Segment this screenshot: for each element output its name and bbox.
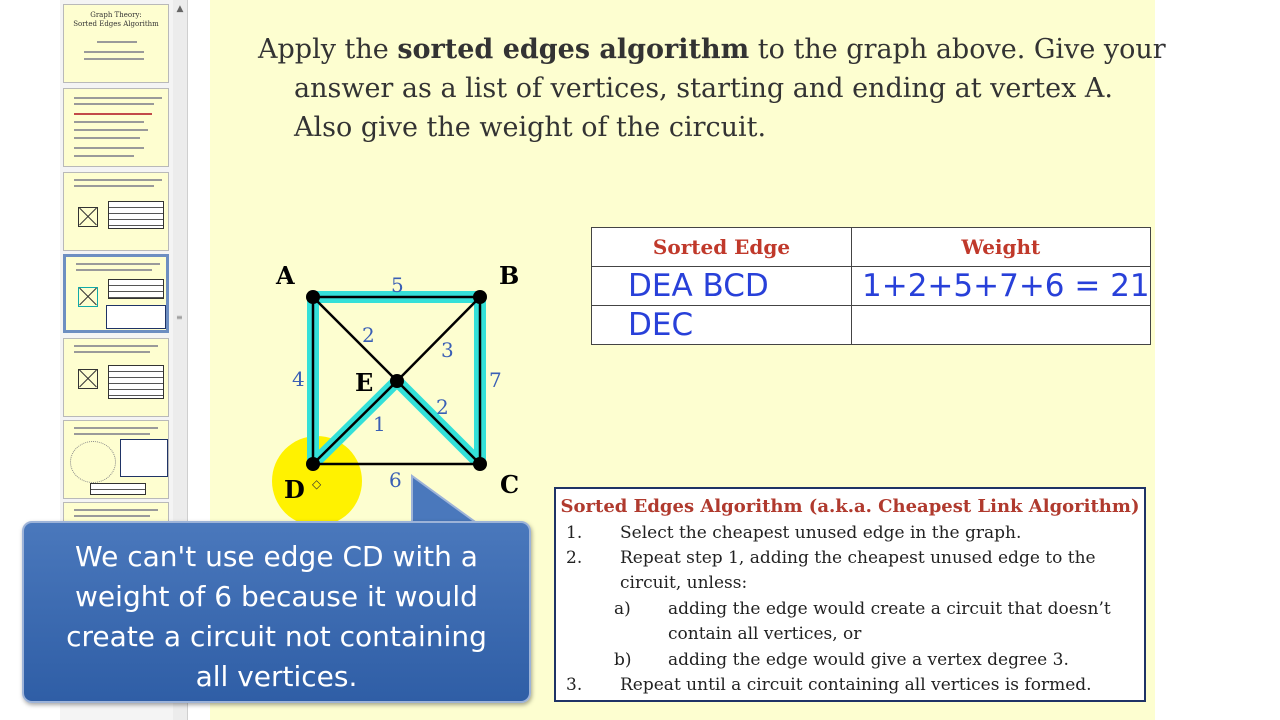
vertex-D [306,457,320,471]
mouse-cursor-icon: ◇ [312,477,322,491]
caption-line: weight of 6 because it would [75,580,478,613]
table-cell-circuit: DEC [592,306,852,345]
weight-label-DC: 6 [389,468,402,492]
weight-label-AD: 4 [292,367,305,391]
prompt-text: to the graph above. Give your [749,34,1166,65]
weight-label-DE: 1 [373,412,386,436]
vertex-label-A: A [276,261,295,290]
prompt-line-3: Also give the weight of the circuit. [294,112,767,143]
vertex-label-B: B [499,261,520,290]
weight-label-AB: 5 [391,273,404,297]
vertex-E [390,374,404,388]
table-cell-weight [852,306,1151,345]
table-header-sorted-edge: Sorted Edge [592,228,852,267]
prompt-bold-term: sorted edges algorithm [397,34,750,65]
step-text: Repeat until a circuit containing all vertices is formed. [620,675,1092,695]
scroll-up-icon[interactable]: ▲ [176,4,184,14]
weight-label-BE: 3 [441,338,454,362]
sorted-edge-table [591,227,1151,345]
table-cell-circuit: DEA BCD [592,267,852,306]
table-row [592,267,1151,306]
table-header-row [592,228,1151,267]
step-number: 1. [566,523,583,543]
step-number: 3. [566,675,583,695]
table-row [592,306,1151,345]
caption-line: We can't use edge CD with a [75,540,478,573]
edge-BE [397,297,480,381]
weight-label-AE: 2 [362,323,375,347]
edge-EC [397,381,480,464]
step-text: Repeat step 1, adding the cheapest unused edge to the [620,548,1096,568]
sub-step-text: contain all vertices, or [668,624,862,644]
caption-line: all vertices. [195,660,358,693]
table-header-weight: Weight [852,228,1151,267]
vertex-C [473,457,487,471]
sub-step-text: adding the edge would give a vertex degree 3. [668,650,1069,670]
algorithm-box [554,487,1146,702]
table-cell-weight: 1+2+5+7+6 = 21 [852,267,1151,306]
vertex-label-C: C [500,470,520,499]
caption-line: create a circuit not containing [66,620,487,653]
prompt-text: Apply the [258,34,398,65]
caption-callout [22,521,531,703]
vertex-A [306,290,320,304]
vertex-label-E: E [355,368,374,397]
step-number: 2. [566,548,583,568]
vertex-B [473,290,487,304]
vertex-label-D: D [284,475,305,504]
thumbnail-title: Graph Theory: Sorted Edges Algorithm [73,11,159,28]
sub-step-label: b) [614,650,632,670]
sub-step-text: adding the edge would create a circuit that doesn’t [668,599,1111,619]
prompt-line-2: answer as a list of vertices, starting and ending at vertex A. [294,73,1114,104]
sub-step-label: a) [614,599,631,619]
step-text: Select the cheapest unused edge in the graph. [620,523,1022,543]
splitter-grip-icon[interactable]: ≡ [176,313,183,322]
algorithm-title: Sorted Edges Algorithm (a.k.a. Cheapest Link Algorithm) [560,496,1140,517]
step-text: circuit, unless: [620,573,748,593]
weight-label-EC: 2 [436,395,449,419]
weight-label-BC: 7 [489,368,502,392]
